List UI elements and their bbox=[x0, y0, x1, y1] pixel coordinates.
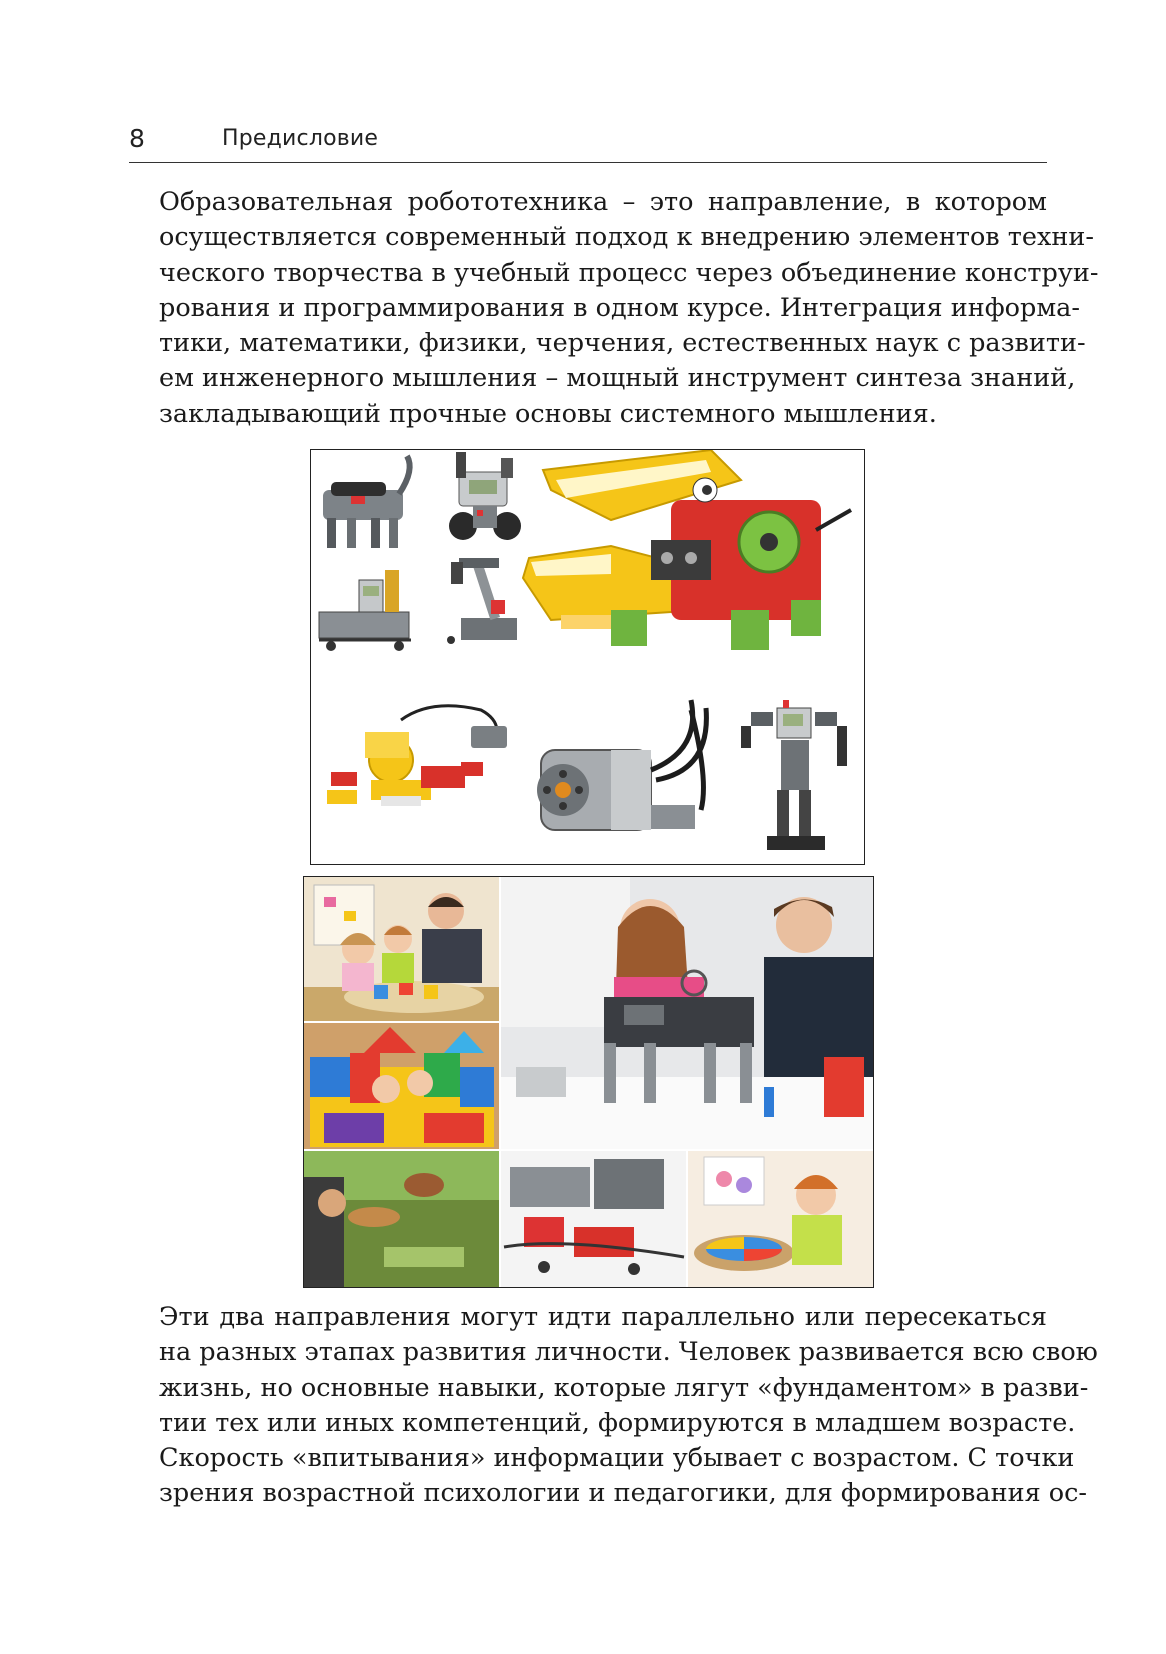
text-line: Образовательная робототехника – это направление, в котором bbox=[159, 187, 1047, 217]
text-line: ческого творчества в учебный процесс через объединение конструи- bbox=[159, 257, 1099, 288]
robotics-kits-photo bbox=[500, 1150, 687, 1287]
text-line: Эти два направления могут идти параллельно или пересекаться bbox=[159, 1302, 1047, 1332]
elephant-robot-illustration bbox=[323, 456, 410, 548]
lion-robot-illustration bbox=[327, 706, 507, 806]
crocodile-robot-illustration bbox=[523, 450, 851, 650]
running-header bbox=[129, 120, 1047, 163]
text-line: рования и программирования в одном курсе. Интеграция информа- bbox=[159, 292, 1081, 323]
text-line: Скорость «впитывания» информации убывает с возрастом. С точки bbox=[159, 1443, 1075, 1474]
page-number: 8 bbox=[129, 124, 145, 153]
text-line: тии тех или иных компетенций, формируются в младшем возрасте. bbox=[159, 1407, 1076, 1438]
text-line: закладывающий прочные основы системного мышления. bbox=[159, 398, 937, 429]
power-motor-illustration bbox=[537, 700, 706, 830]
text-line: осуществляется современный подход к внедрению элементов техни- bbox=[159, 222, 1094, 253]
teens-with-walking-robot-photo bbox=[500, 877, 873, 1150]
robot-collage-figure bbox=[310, 449, 865, 865]
kids-in-block-fort-photo bbox=[304, 1022, 500, 1150]
text-line: ем инженерного мышления – мощный инструмент синтеза знаний, bbox=[159, 363, 1076, 394]
wheeled-robot-illustration bbox=[449, 452, 521, 540]
paragraph-1 bbox=[129, 185, 1099, 432]
robotic-arm-illustration bbox=[447, 558, 517, 644]
children-constructors-figure bbox=[303, 876, 874, 1288]
text-line: на разных этапах развития личности. Человек развивается всю свою bbox=[159, 1337, 1098, 1368]
running-title: Предисловие bbox=[222, 126, 379, 151]
text-line: жизнь, но основные навыки, которые лягут «фундаментом» в разви- bbox=[159, 1372, 1089, 1403]
interactive-board-photo bbox=[304, 1150, 500, 1287]
text-line: тики, математики, физики, черчения, естественных наук с развити- bbox=[159, 328, 1086, 359]
children-with-teacher-photo bbox=[304, 877, 500, 1022]
boy-with-sorting-toy-photo bbox=[687, 1150, 873, 1287]
robot-collage-image bbox=[311, 450, 864, 864]
paragraph-2 bbox=[129, 1300, 1098, 1512]
sorting-machine-illustration bbox=[319, 570, 411, 651]
text-line: зрения возрастной психологии и педагогики, для формирования ос- bbox=[159, 1478, 1088, 1509]
humanoid-robot-illustration bbox=[741, 700, 847, 850]
children-collage-image bbox=[304, 877, 873, 1287]
